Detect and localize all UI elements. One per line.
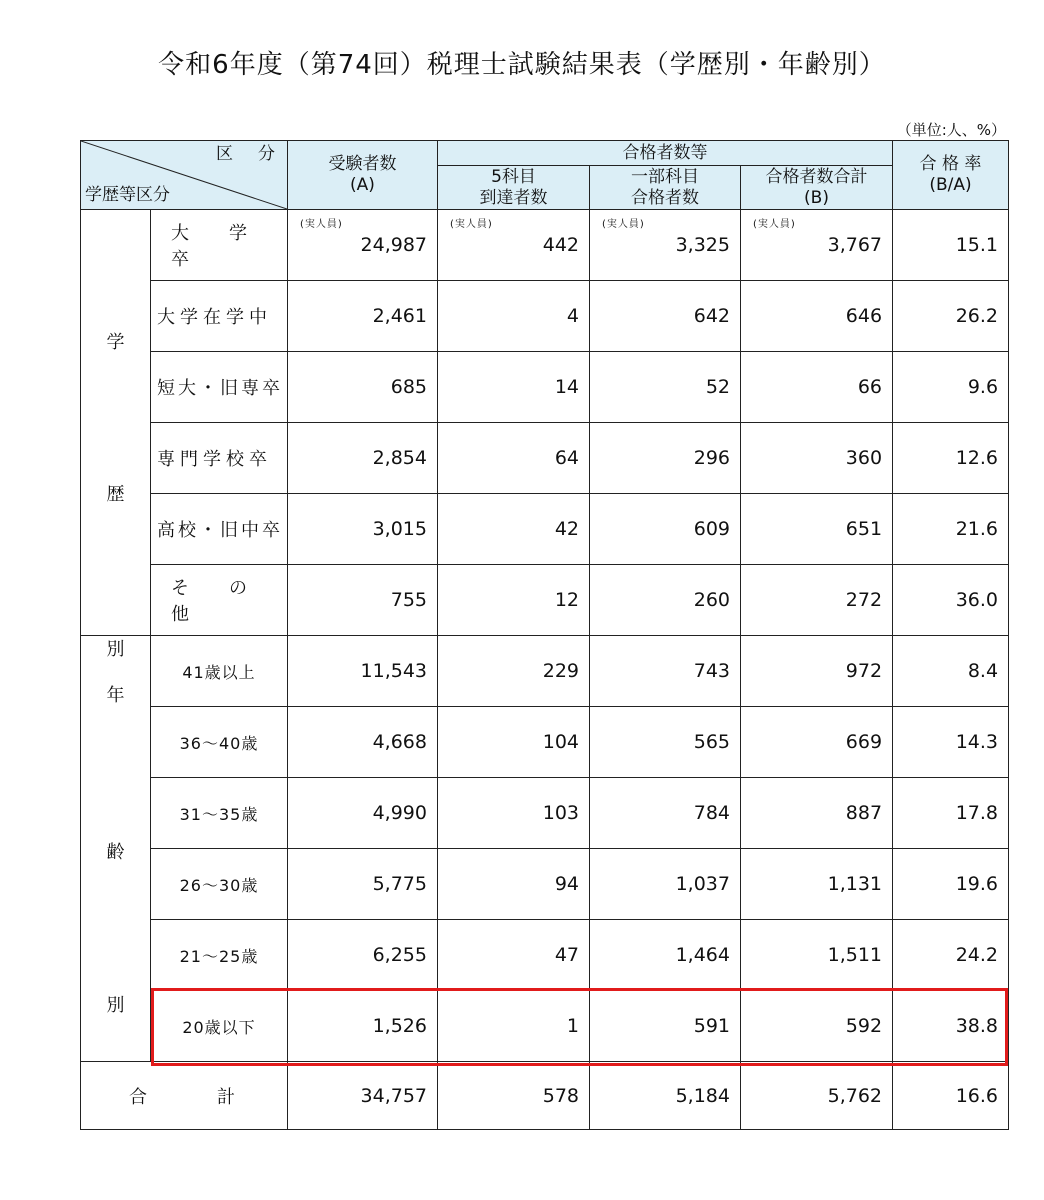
row-label: 20歳以下 [151,991,288,1062]
partial-cell: 591 [590,991,741,1062]
examinees-cell: 11,543 [288,636,438,707]
examinees-cell: 3,015 [288,494,438,565]
total-cell: 592 [741,991,893,1062]
five-subjects-header [438,166,590,210]
partial-cell: 296 [590,423,741,494]
table-row [81,849,1009,920]
total-cell: 1,511 [741,920,893,991]
corner-header-cell [81,141,288,210]
five-cell: 47 [438,920,590,991]
page-title: 令和6年度（第74回）税理士試験結果表（学歴別・年齢別） [158,50,886,80]
five-cell: 103 [438,778,590,849]
rate-cell: 26.2 [893,281,1009,352]
rate-cell: 21.6 [893,494,1009,565]
examinees-cell: 4,990 [288,778,438,849]
age-group-char: 齢 [106,842,125,863]
age-group-char: 別 [106,995,125,1016]
jinin-note: (実人員) [300,219,343,230]
rate-header [893,141,1009,210]
partial-cell: 784 [590,778,741,849]
table-row [81,352,1009,423]
rate-cell: 8.4 [893,636,1009,707]
total-passers-line2: (B) [804,187,829,208]
examinees-cell: (実人員) 24,987 [288,210,438,281]
partial-line1: 一部科目 [631,166,699,187]
five-cell: 4 [438,281,590,352]
rate-cell: 9.6 [893,352,1009,423]
rate-title: 合 格 率 [919,154,982,174]
table-row [81,423,1009,494]
education-group-char: 歴 [106,484,125,505]
rate-cell: 14.3 [893,707,1009,778]
partial-cell: 1,037 [590,849,741,920]
partial-cell: 609 [590,494,741,565]
total-passers-header [741,166,893,210]
partial-cell: 52 [590,352,741,423]
total-cell: 5,762 [741,1062,893,1130]
unit-note: （単位:人、%） [896,121,1006,139]
age-group-cell [81,636,151,1062]
rate-cell: 19.6 [893,849,1009,920]
rate-cell: 17.8 [893,778,1009,849]
partial-line2: 合格者数 [631,187,699,208]
partial-cell: 260 [590,565,741,636]
table-row [81,565,1009,636]
examinees-cell: 685 [288,352,438,423]
total-cell: 360 [741,423,893,494]
row-label: そ の 他 [151,565,288,636]
education-group-char: 別 [106,639,125,660]
row-label: 31～35歳 [151,778,288,849]
partial-cell: 565 [590,707,741,778]
five-cell: 14 [438,352,590,423]
examinees-cell: 755 [288,565,438,636]
jinin-note: (実人員) [450,219,493,230]
partial-header [590,166,741,210]
five-cell: 229 [438,636,590,707]
rate-cell: 24.2 [893,920,1009,991]
rate-cell: 36.0 [893,565,1009,636]
five-cell: 578 [438,1062,590,1130]
partial-cell: (実人員) 3,325 [590,210,741,281]
five-cell: 42 [438,494,590,565]
five-subjects-line2: 到達者数 [479,187,548,208]
examinees-sub: (A) [350,175,375,195]
total-cell: 66 [741,352,893,423]
total-cell: 651 [741,494,893,565]
jinin-note: (実人員) [602,219,645,230]
examinees-title: 受験者数 [328,154,397,174]
row-label: 大 学 卒 [151,210,288,281]
partial-cell: 642 [590,281,741,352]
row-label: 41歳以上 [151,636,288,707]
rate-cell: 12.6 [893,423,1009,494]
five-cell: 104 [438,707,590,778]
table-row [81,707,1009,778]
row-label: 専門学校卒 [151,423,288,494]
examinees-cell: 34,757 [288,1062,438,1130]
total-cell: 669 [741,707,893,778]
examinees-cell: 5,775 [288,849,438,920]
table-row [81,778,1009,849]
table-row [81,210,1009,281]
results-table [80,140,1009,1130]
kubun-label: 区 分 [216,144,279,164]
rate-cell: 38.8 [893,991,1009,1062]
age-group-char: 年 [106,685,125,706]
total-passers-line1: 合格者数合計 [765,166,868,187]
examinees-cell: 2,854 [288,423,438,494]
five-cell: 64 [438,423,590,494]
total-cell: 646 [741,281,893,352]
five-cell: 12 [438,565,590,636]
total-cell: (実人員) 3,767 [741,210,893,281]
table-row-highlighted [81,991,1009,1062]
examinees-cell: 1,526 [288,991,438,1062]
rate-cell: 15.1 [893,210,1009,281]
row-label: 21～25歳 [151,920,288,991]
examinees-cell: 4,668 [288,707,438,778]
table-row [81,494,1009,565]
table-row [81,281,1009,352]
total-label: 合 計 [81,1062,288,1130]
total-cell: 272 [741,565,893,636]
five-cell: (実人員) 442 [438,210,590,281]
passers-group-header: 合格者数等 [438,141,893,166]
row-label: 36～40歳 [151,707,288,778]
jinin-note: (実人員) [753,219,796,230]
five-subjects-line1: 5科目 [491,166,536,187]
total-cell: 1,131 [741,849,893,920]
rate-sub: (B/A) [929,175,972,195]
partial-cell: 1,464 [590,920,741,991]
total-cell: 887 [741,778,893,849]
row-label: 短大・旧専卒 [151,352,288,423]
examinees-cell: 6,255 [288,920,438,991]
partial-cell: 5,184 [590,1062,741,1130]
five-cell: 1 [438,991,590,1062]
examinees-cell: 2,461 [288,281,438,352]
gakureki-kubun-label: 学歴等区分 [85,185,170,205]
row-label: 大学在学中 [151,281,288,352]
rate-cell: 16.6 [893,1062,1009,1130]
row-label: 高校・旧中卒 [151,494,288,565]
five-cell: 94 [438,849,590,920]
table-row [81,636,1009,707]
total-row [81,1062,1009,1130]
partial-cell: 743 [590,636,741,707]
education-group-cell [81,210,151,660]
row-label: 26～30歳 [151,849,288,920]
examinees-header [288,141,438,210]
education-group-char: 学 [106,332,125,353]
total-cell: 972 [741,636,893,707]
table-row [81,920,1009,991]
